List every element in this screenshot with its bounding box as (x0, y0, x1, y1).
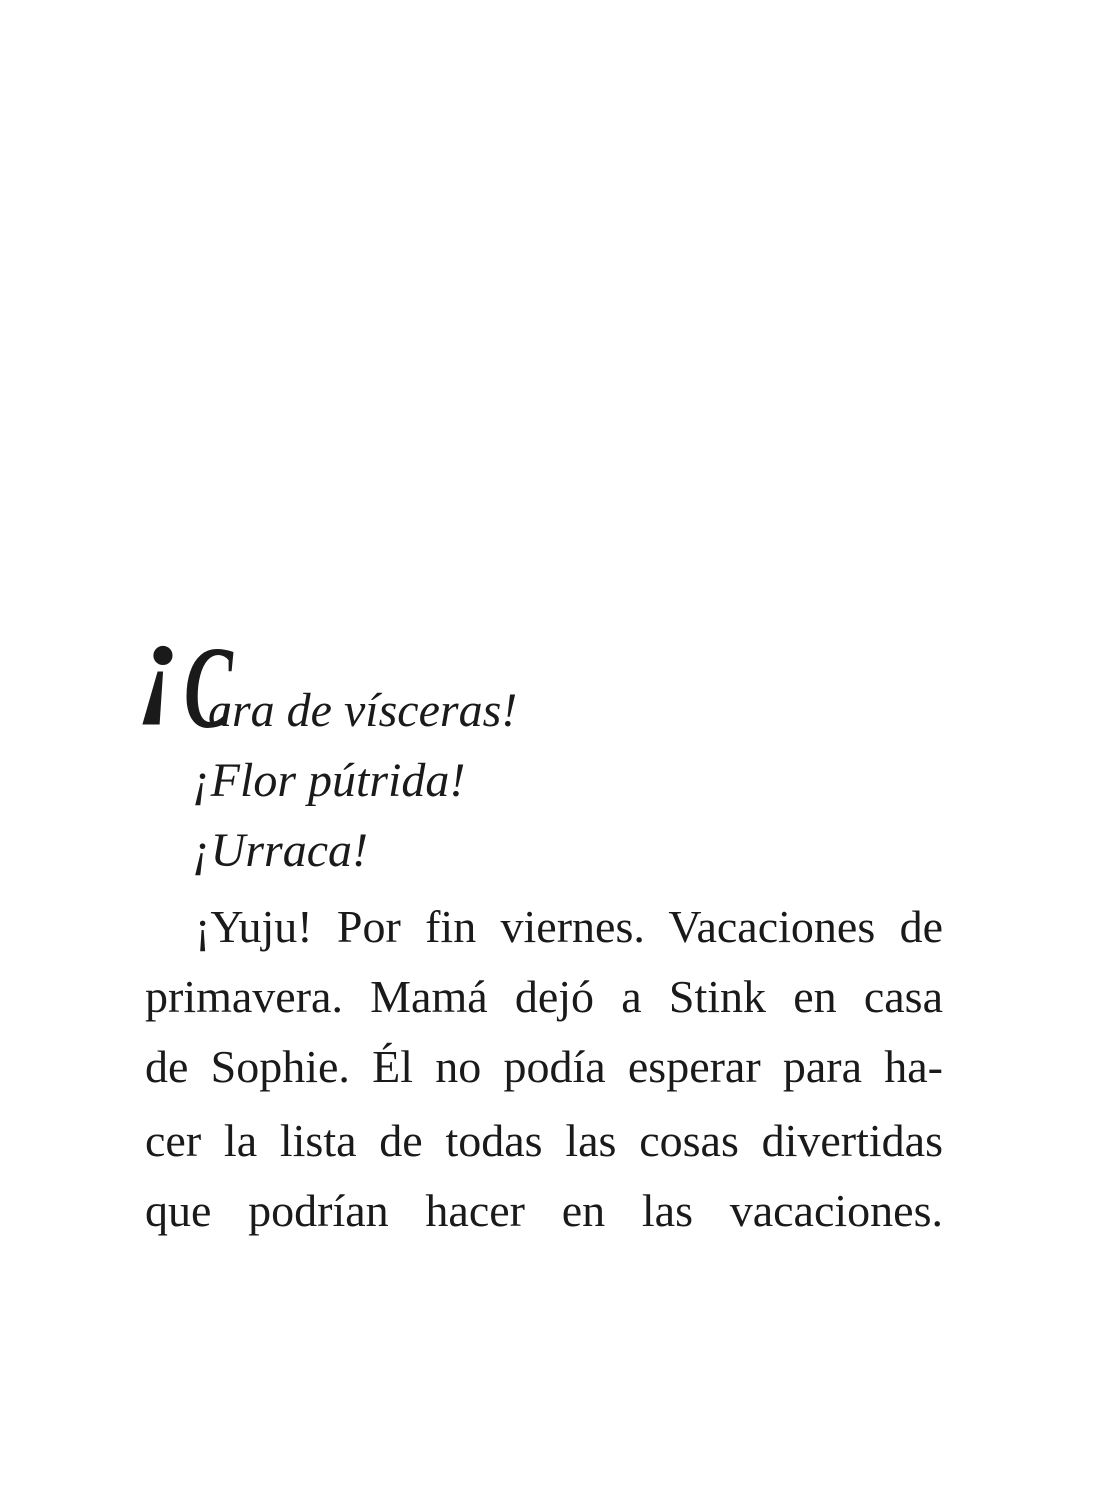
drop-cap-inverted-exclamation: ¡ (138, 596, 184, 728)
opening-line-text: ara de vísceras! (208, 684, 518, 737)
exclamation-line: ¡Flor pútrida! (192, 754, 466, 807)
exclamation-line: ¡Urraca! (192, 824, 368, 877)
paragraph-line: cer la lista de todas las cosas divertidas (145, 1115, 943, 1166)
paragraph-line: que podrían hacer en las vacaciones. (145, 1185, 943, 1236)
paragraph-line: ¡Yuju! Por fin viernes. Vacaciones de (195, 901, 943, 952)
paragraph-line: de Sophie. Él no podía esperar para ha- (145, 1041, 943, 1092)
drop-cap-letter: C (183, 622, 233, 753)
paragraph-line: primavera. Mamá dejó a Stink en casa (145, 971, 943, 1022)
